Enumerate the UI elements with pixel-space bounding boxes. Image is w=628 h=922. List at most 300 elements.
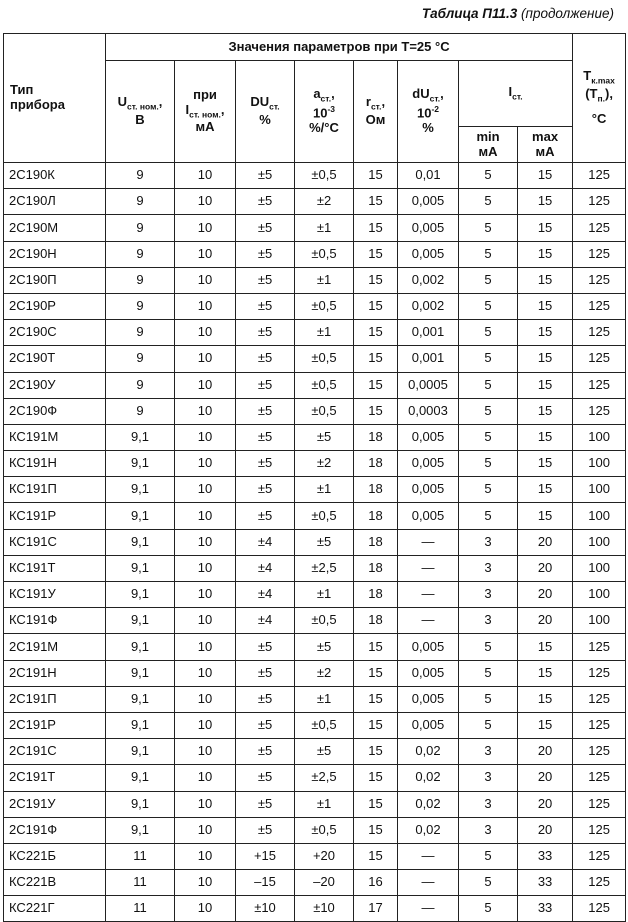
cell-du-drift: 0,005 bbox=[398, 189, 459, 215]
cell-current-min: 5 bbox=[459, 398, 518, 424]
cell-tmax: 125 bbox=[573, 398, 626, 424]
cell-device-type: 2С191С bbox=[4, 739, 106, 765]
cell-temp-coef: ±0,5 bbox=[295, 398, 354, 424]
header-temp-coef: $a_{ст.}$, $10^{-3}$ %/°C bbox=[295, 61, 354, 163]
cell-tmax: 125 bbox=[573, 293, 626, 319]
cell-du: ±5 bbox=[236, 451, 295, 477]
table-row bbox=[4, 634, 626, 660]
cell-resistance: 15 bbox=[354, 346, 398, 372]
cell-current-min: 5 bbox=[459, 241, 518, 267]
cell-resistance: 15 bbox=[354, 817, 398, 843]
cell-du: ±4 bbox=[236, 529, 295, 555]
table-row bbox=[4, 660, 626, 686]
cell-current-max: 15 bbox=[518, 241, 573, 267]
table-row bbox=[4, 372, 626, 398]
cell-temp-coef: ±1 bbox=[295, 686, 354, 712]
header-resistance: $r_{ст.}$, Ом bbox=[354, 61, 398, 163]
cell-u-nominal: 11 bbox=[106, 870, 175, 896]
cell-tmax: 125 bbox=[573, 215, 626, 241]
cell-temp-coef: ±0,5 bbox=[295, 712, 354, 738]
cell-du: ±5 bbox=[236, 477, 295, 503]
cell-current-max: 15 bbox=[518, 189, 573, 215]
cell-du-drift: 0,02 bbox=[398, 739, 459, 765]
cell-resistance: 18 bbox=[354, 477, 398, 503]
cell-current-max: 15 bbox=[518, 503, 573, 529]
header-current-range: $I_{ст.}$ bbox=[459, 61, 573, 127]
cell-du-drift: 0,005 bbox=[398, 451, 459, 477]
cell-resistance: 15 bbox=[354, 398, 398, 424]
cell-temp-coef: ±2,5 bbox=[295, 765, 354, 791]
table-row bbox=[4, 320, 626, 346]
cell-du: ±5 bbox=[236, 320, 295, 346]
cell-current-min: 5 bbox=[459, 320, 518, 346]
cell-tmax: 125 bbox=[573, 163, 626, 189]
cell-tmax: 125 bbox=[573, 870, 626, 896]
cell-u-nominal: 9 bbox=[106, 320, 175, 346]
header-type: Тип прибора bbox=[4, 34, 106, 163]
cell-current-max: 20 bbox=[518, 765, 573, 791]
cell-current-min: 3 bbox=[459, 555, 518, 581]
cell-device-type: 2С190К bbox=[4, 163, 106, 189]
cell-temp-coef: ±1 bbox=[295, 582, 354, 608]
cell-du-drift: — bbox=[398, 608, 459, 634]
cell-device-type: КС191Т bbox=[4, 555, 106, 581]
cell-temp-coef: +20 bbox=[295, 843, 354, 869]
table-row bbox=[4, 608, 626, 634]
cell-current-min: 5 bbox=[459, 189, 518, 215]
cell-current-max: 15 bbox=[518, 424, 573, 450]
cell-device-type: КС191У bbox=[4, 582, 106, 608]
cell-current-min: 3 bbox=[459, 791, 518, 817]
cell-u-nominal: 9,1 bbox=[106, 477, 175, 503]
cell-du: ±5 bbox=[236, 765, 295, 791]
cell-u-nominal: 9,1 bbox=[106, 451, 175, 477]
cell-temp-coef: –20 bbox=[295, 870, 354, 896]
cell-tmax: 100 bbox=[573, 503, 626, 529]
cell-u-nominal: 9,1 bbox=[106, 555, 175, 581]
cell-u-nominal: 9 bbox=[106, 163, 175, 189]
cell-i-nominal: 10 bbox=[175, 529, 236, 555]
header-u-nominal: $U_{ст. ном.}$, В bbox=[106, 61, 175, 163]
cell-i-nominal: 10 bbox=[175, 686, 236, 712]
cell-current-max: 15 bbox=[518, 163, 573, 189]
cell-i-nominal: 10 bbox=[175, 817, 236, 843]
header-tmax: $T_{к.max}$ $(T_{п.})$, °C bbox=[573, 34, 626, 163]
cell-du: ±5 bbox=[236, 293, 295, 319]
cell-du: ±4 bbox=[236, 555, 295, 581]
cell-current-min: 5 bbox=[459, 477, 518, 503]
table-row bbox=[4, 267, 626, 293]
cell-device-type: 2С190Р bbox=[4, 293, 106, 319]
cell-du-drift: 0,005 bbox=[398, 241, 459, 267]
cell-device-type: 2С191Т bbox=[4, 765, 106, 791]
cell-device-type: КС221В bbox=[4, 870, 106, 896]
table-row bbox=[4, 686, 626, 712]
cell-u-nominal: 9,1 bbox=[106, 424, 175, 450]
cell-du-drift: — bbox=[398, 529, 459, 555]
table-row bbox=[4, 477, 626, 503]
cell-device-type: 2С191М bbox=[4, 634, 106, 660]
cell-du-drift: 0,02 bbox=[398, 765, 459, 791]
table-row bbox=[4, 451, 626, 477]
cell-resistance: 15 bbox=[354, 293, 398, 319]
header-current-max: max мА bbox=[518, 127, 573, 163]
cell-du: +15 bbox=[236, 843, 295, 869]
cell-current-min: 5 bbox=[459, 503, 518, 529]
cell-u-nominal: 9,1 bbox=[106, 686, 175, 712]
zener-diode-table bbox=[3, 33, 626, 922]
cell-i-nominal: 10 bbox=[175, 320, 236, 346]
cell-tmax: 125 bbox=[573, 712, 626, 738]
cell-resistance: 15 bbox=[354, 320, 398, 346]
cell-du: ±5 bbox=[236, 686, 295, 712]
cell-temp-coef: ±5 bbox=[295, 739, 354, 765]
cell-temp-coef: ±5 bbox=[295, 424, 354, 450]
cell-device-type: КС191М bbox=[4, 424, 106, 450]
table-row bbox=[4, 791, 626, 817]
cell-u-nominal: 9,1 bbox=[106, 791, 175, 817]
cell-tmax: 125 bbox=[573, 686, 626, 712]
cell-resistance: 15 bbox=[354, 634, 398, 660]
table-row bbox=[4, 424, 626, 450]
cell-tmax: 125 bbox=[573, 791, 626, 817]
cell-du: ±5 bbox=[236, 424, 295, 450]
cell-du: ±5 bbox=[236, 215, 295, 241]
cell-tmax: 125 bbox=[573, 267, 626, 293]
cell-current-max: 20 bbox=[518, 791, 573, 817]
cell-i-nominal: 10 bbox=[175, 215, 236, 241]
cell-current-min: 5 bbox=[459, 215, 518, 241]
cell-tmax: 125 bbox=[573, 346, 626, 372]
cell-resistance: 18 bbox=[354, 555, 398, 581]
cell-tmax: 125 bbox=[573, 817, 626, 843]
cell-device-type: КС191П bbox=[4, 477, 106, 503]
cell-current-min: 5 bbox=[459, 712, 518, 738]
table-caption bbox=[422, 6, 614, 21]
cell-resistance: 15 bbox=[354, 686, 398, 712]
header-group-title: Значения параметров при T=25 °C bbox=[106, 34, 573, 61]
cell-device-type: КС191С bbox=[4, 529, 106, 555]
cell-current-max: 15 bbox=[518, 372, 573, 398]
cell-temp-coef: ±0,5 bbox=[295, 293, 354, 319]
cell-device-type: 2С190М bbox=[4, 215, 106, 241]
cell-i-nominal: 10 bbox=[175, 241, 236, 267]
cell-resistance: 15 bbox=[354, 189, 398, 215]
cell-current-max: 20 bbox=[518, 608, 573, 634]
cell-device-type: 2С190Т bbox=[4, 346, 106, 372]
cell-tmax: 125 bbox=[573, 896, 626, 922]
cell-u-nominal: 9,1 bbox=[106, 660, 175, 686]
cell-device-type: 2С191У bbox=[4, 791, 106, 817]
cell-i-nominal: 10 bbox=[175, 189, 236, 215]
cell-u-nominal: 9 bbox=[106, 398, 175, 424]
cell-resistance: 15 bbox=[354, 712, 398, 738]
cell-i-nominal: 10 bbox=[175, 424, 236, 450]
cell-device-type: КС221Б bbox=[4, 843, 106, 869]
cell-u-nominal: 9 bbox=[106, 267, 175, 293]
cell-current-min: 5 bbox=[459, 896, 518, 922]
cell-u-nominal: 9 bbox=[106, 241, 175, 267]
cell-current-min: 3 bbox=[459, 739, 518, 765]
cell-current-max: 15 bbox=[518, 215, 573, 241]
header-du-drift: $dU_{ст.}$, $10^{-2}$ % bbox=[398, 61, 459, 163]
cell-resistance: 16 bbox=[354, 870, 398, 896]
cell-du-drift: 0,001 bbox=[398, 320, 459, 346]
cell-current-max: 20 bbox=[518, 739, 573, 765]
cell-tmax: 125 bbox=[573, 739, 626, 765]
cell-du: ±4 bbox=[236, 582, 295, 608]
header-i-nominal: при $I_{ст. ном.}$, мА bbox=[175, 61, 236, 163]
cell-i-nominal: 10 bbox=[175, 712, 236, 738]
cell-u-nominal: 9,1 bbox=[106, 712, 175, 738]
cell-current-max: 20 bbox=[518, 582, 573, 608]
cell-temp-coef: ±5 bbox=[295, 529, 354, 555]
cell-device-type: 2С191П bbox=[4, 686, 106, 712]
cell-temp-coef: ±10 bbox=[295, 896, 354, 922]
cell-du-drift: — bbox=[398, 555, 459, 581]
cell-resistance: 18 bbox=[354, 503, 398, 529]
cell-current-min: 5 bbox=[459, 293, 518, 319]
cell-resistance: 18 bbox=[354, 529, 398, 555]
cell-du-drift: 0,005 bbox=[398, 712, 459, 738]
cell-i-nominal: 10 bbox=[175, 634, 236, 660]
cell-i-nominal: 10 bbox=[175, 477, 236, 503]
cell-tmax: 100 bbox=[573, 608, 626, 634]
cell-device-type: 2С190С bbox=[4, 320, 106, 346]
cell-tmax: 100 bbox=[573, 424, 626, 450]
cell-current-min: 5 bbox=[459, 843, 518, 869]
cell-du-drift: 0,005 bbox=[398, 215, 459, 241]
cell-current-max: 33 bbox=[518, 843, 573, 869]
table-row bbox=[4, 870, 626, 896]
table-row bbox=[4, 843, 626, 869]
table-row bbox=[4, 398, 626, 424]
cell-current-max: 33 bbox=[518, 870, 573, 896]
cell-du-drift: 0,01 bbox=[398, 163, 459, 189]
cell-i-nominal: 10 bbox=[175, 608, 236, 634]
cell-u-nominal: 9,1 bbox=[106, 608, 175, 634]
cell-current-min: 5 bbox=[459, 451, 518, 477]
cell-device-type: 2С190П bbox=[4, 267, 106, 293]
cell-du-drift: — bbox=[398, 870, 459, 896]
cell-temp-coef: ±0,5 bbox=[295, 241, 354, 267]
cell-temp-coef: ±2,5 bbox=[295, 555, 354, 581]
cell-du-drift: 0,001 bbox=[398, 346, 459, 372]
table-continuation: (продолжение) bbox=[521, 6, 614, 21]
cell-tmax: 100 bbox=[573, 529, 626, 555]
cell-current-min: 5 bbox=[459, 346, 518, 372]
table-row bbox=[4, 189, 626, 215]
cell-u-nominal: 9 bbox=[106, 293, 175, 319]
table-row bbox=[4, 293, 626, 319]
cell-current-max: 33 bbox=[518, 896, 573, 922]
cell-du: ±5 bbox=[236, 346, 295, 372]
cell-du-drift: 0,02 bbox=[398, 817, 459, 843]
cell-temp-coef: ±1 bbox=[295, 267, 354, 293]
cell-i-nominal: 10 bbox=[175, 451, 236, 477]
table-row bbox=[4, 215, 626, 241]
cell-du: ±5 bbox=[236, 712, 295, 738]
cell-i-nominal: 10 bbox=[175, 163, 236, 189]
cell-du-drift: 0,002 bbox=[398, 267, 459, 293]
cell-i-nominal: 10 bbox=[175, 346, 236, 372]
cell-device-type: КС191Р bbox=[4, 503, 106, 529]
table-label: Таблица П11.3 bbox=[421, 6, 518, 21]
cell-tmax: 100 bbox=[573, 555, 626, 581]
cell-i-nominal: 10 bbox=[175, 582, 236, 608]
table-row bbox=[4, 582, 626, 608]
cell-current-min: 5 bbox=[459, 163, 518, 189]
cell-device-type: КС191Ф bbox=[4, 608, 106, 634]
cell-current-max: 15 bbox=[518, 712, 573, 738]
cell-current-max: 15 bbox=[518, 320, 573, 346]
cell-resistance: 15 bbox=[354, 163, 398, 189]
header-current-min: min мА bbox=[459, 127, 518, 163]
cell-du: ±5 bbox=[236, 817, 295, 843]
cell-u-nominal: 9,1 bbox=[106, 739, 175, 765]
table-row bbox=[4, 163, 626, 189]
cell-du-drift: — bbox=[398, 843, 459, 869]
cell-u-nominal: 9 bbox=[106, 372, 175, 398]
cell-temp-coef: ±2 bbox=[295, 189, 354, 215]
cell-i-nominal: 10 bbox=[175, 267, 236, 293]
cell-device-type: 2С190Н bbox=[4, 241, 106, 267]
table-row bbox=[4, 817, 626, 843]
cell-device-type: 2С190Ф bbox=[4, 398, 106, 424]
table-row bbox=[4, 739, 626, 765]
cell-current-max: 20 bbox=[518, 817, 573, 843]
cell-current-max: 15 bbox=[518, 451, 573, 477]
cell-du: ±5 bbox=[236, 503, 295, 529]
cell-resistance: 15 bbox=[354, 791, 398, 817]
cell-current-max: 15 bbox=[518, 293, 573, 319]
cell-current-min: 3 bbox=[459, 608, 518, 634]
cell-current-max: 15 bbox=[518, 686, 573, 712]
cell-device-type: 2С190У bbox=[4, 372, 106, 398]
cell-du-drift: 0,02 bbox=[398, 791, 459, 817]
cell-current-min: 5 bbox=[459, 660, 518, 686]
cell-i-nominal: 10 bbox=[175, 739, 236, 765]
cell-i-nominal: 10 bbox=[175, 293, 236, 319]
cell-tmax: 125 bbox=[573, 372, 626, 398]
cell-u-nominal: 9,1 bbox=[106, 765, 175, 791]
cell-temp-coef: ±1 bbox=[295, 477, 354, 503]
cell-resistance: 15 bbox=[354, 739, 398, 765]
cell-u-nominal: 9 bbox=[106, 215, 175, 241]
cell-resistance: 15 bbox=[354, 215, 398, 241]
cell-temp-coef: ±0,5 bbox=[295, 346, 354, 372]
cell-resistance: 18 bbox=[354, 451, 398, 477]
cell-tmax: 100 bbox=[573, 451, 626, 477]
cell-current-max: 20 bbox=[518, 555, 573, 581]
cell-u-nominal: 9,1 bbox=[106, 503, 175, 529]
cell-du-drift: — bbox=[398, 582, 459, 608]
cell-current-min: 5 bbox=[459, 686, 518, 712]
cell-current-max: 15 bbox=[518, 477, 573, 503]
cell-du: ±5 bbox=[236, 739, 295, 765]
cell-temp-coef: ±2 bbox=[295, 451, 354, 477]
cell-tmax: 100 bbox=[573, 477, 626, 503]
table-row bbox=[4, 555, 626, 581]
cell-du-drift: 0,005 bbox=[398, 477, 459, 503]
cell-temp-coef: ±1 bbox=[295, 215, 354, 241]
cell-device-type: 2С191Н bbox=[4, 660, 106, 686]
cell-du-drift: 0,0005 bbox=[398, 372, 459, 398]
cell-du: ±10 bbox=[236, 896, 295, 922]
cell-temp-coef: ±0,5 bbox=[295, 608, 354, 634]
cell-current-min: 5 bbox=[459, 372, 518, 398]
cell-current-max: 15 bbox=[518, 398, 573, 424]
cell-du: ±5 bbox=[236, 189, 295, 215]
cell-resistance: 18 bbox=[354, 608, 398, 634]
cell-tmax: 125 bbox=[573, 660, 626, 686]
cell-i-nominal: 10 bbox=[175, 660, 236, 686]
cell-i-nominal: 10 bbox=[175, 870, 236, 896]
cell-du-drift: 0,005 bbox=[398, 660, 459, 686]
cell-temp-coef: ±1 bbox=[295, 791, 354, 817]
cell-resistance: 17 bbox=[354, 896, 398, 922]
cell-u-nominal: 11 bbox=[106, 896, 175, 922]
cell-du-drift: 0,005 bbox=[398, 424, 459, 450]
cell-temp-coef: ±0,5 bbox=[295, 817, 354, 843]
cell-current-min: 3 bbox=[459, 582, 518, 608]
cell-i-nominal: 10 bbox=[175, 503, 236, 529]
table-row bbox=[4, 712, 626, 738]
cell-u-nominal: 11 bbox=[106, 843, 175, 869]
cell-du-drift: 0,005 bbox=[398, 634, 459, 660]
cell-current-min: 3 bbox=[459, 817, 518, 843]
cell-du: –15 bbox=[236, 870, 295, 896]
table-row bbox=[4, 241, 626, 267]
cell-du-drift: — bbox=[398, 896, 459, 922]
cell-current-min: 5 bbox=[459, 424, 518, 450]
cell-current-min: 3 bbox=[459, 765, 518, 791]
cell-device-type: 2С191Ф bbox=[4, 817, 106, 843]
cell-i-nominal: 10 bbox=[175, 896, 236, 922]
cell-u-nominal: 9,1 bbox=[106, 817, 175, 843]
cell-du-drift: 0,0003 bbox=[398, 398, 459, 424]
table-header bbox=[4, 34, 626, 163]
cell-du: ±5 bbox=[236, 634, 295, 660]
cell-du: ±5 bbox=[236, 660, 295, 686]
cell-tmax: 125 bbox=[573, 765, 626, 791]
cell-du: ±5 bbox=[236, 241, 295, 267]
cell-du-drift: 0,002 bbox=[398, 293, 459, 319]
cell-du: ±5 bbox=[236, 372, 295, 398]
cell-du-drift: 0,005 bbox=[398, 503, 459, 529]
cell-current-max: 15 bbox=[518, 346, 573, 372]
cell-resistance: 18 bbox=[354, 582, 398, 608]
cell-temp-coef: ±5 bbox=[295, 634, 354, 660]
cell-tmax: 125 bbox=[573, 634, 626, 660]
cell-i-nominal: 10 bbox=[175, 372, 236, 398]
cell-resistance: 18 bbox=[354, 424, 398, 450]
cell-temp-coef: ±2 bbox=[295, 660, 354, 686]
cell-du: ±5 bbox=[236, 267, 295, 293]
cell-temp-coef: ±1 bbox=[295, 320, 354, 346]
cell-current-min: 5 bbox=[459, 870, 518, 896]
table-row bbox=[4, 765, 626, 791]
cell-u-nominal: 9,1 bbox=[106, 634, 175, 660]
cell-resistance: 15 bbox=[354, 660, 398, 686]
cell-resistance: 15 bbox=[354, 267, 398, 293]
cell-du-drift: 0,005 bbox=[398, 686, 459, 712]
cell-resistance: 15 bbox=[354, 241, 398, 267]
cell-i-nominal: 10 bbox=[175, 398, 236, 424]
cell-device-type: 2С190Л bbox=[4, 189, 106, 215]
table-row bbox=[4, 346, 626, 372]
cell-resistance: 15 bbox=[354, 843, 398, 869]
